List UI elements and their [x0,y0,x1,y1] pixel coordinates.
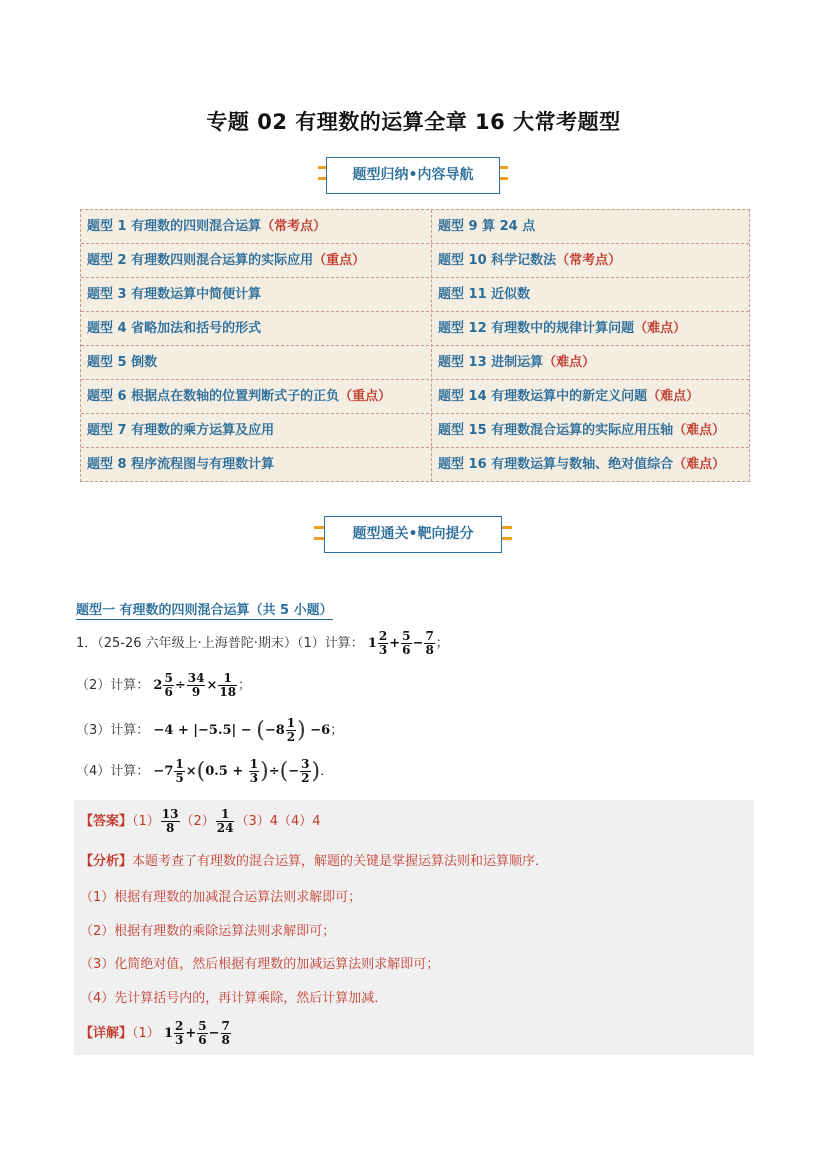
toc-item-label: 题型 4 省略加法和括号的形式 [87,321,262,336]
toc-row [81,210,749,244]
page-title: 专题 02 有理数的运算全章 16 大常考题型 [206,110,621,134]
toc-item-label: 题型 12 有理数中的规律计算问题 [438,321,635,336]
toc-item[interactable] [438,278,746,311]
analysis-line-3: （3）化简绝对值，然后根据有理数的加减运算法则求解即可； [80,957,440,972]
toc-item[interactable] [87,414,427,447]
toc-item-tag: （难点） [673,423,726,438]
toc-item[interactable] [438,210,746,243]
analysis-line-1: （1）根据有理数的加减混合运算法则求解即可； [80,890,362,905]
toc-item-label: 题型 15 有理数混合运算的实际应用压轴 [438,423,674,438]
toc-item-tag: （重点） [313,253,366,268]
toc-item-label: 题型 13 进制运算 [438,355,544,370]
toc-item[interactable] [438,448,746,481]
toc-item[interactable] [87,210,427,243]
analysis-line-2: （2）根据有理数的乘除运算法则求解即可； [80,924,336,939]
toc-item[interactable] [438,312,746,345]
toc-item[interactable] [87,244,427,277]
analysis-line-4: （4）先计算括号内的，再计算乘除，然后计算加减． [80,991,388,1006]
section-heading: 题型一 有理数的四则混合运算（共 5 小题） [76,599,333,620]
answer-line: 【答案】（1） $\frac{13}{8}$ （2） $\frac{1}{24}$ （3）4（4）4 [80,807,321,835]
toc-row [81,346,749,380]
nav-banner-text: 题型归纳•内容导航 [352,167,474,183]
toc-item[interactable] [438,346,746,379]
toc-row [81,312,749,346]
question-line-4: （4）计算： −7 $\frac{1}{5}$ ×(0.5 + $\frac{1}{3}$ )÷(− $\frac{3}{2}$ )． [76,757,334,785]
toc-item[interactable] [87,346,427,379]
toc-item[interactable] [87,278,427,311]
toc-item[interactable] [87,380,427,413]
toc-item-label: 题型 7 有理数的乘方运算及应用 [87,423,275,438]
toc-item-label: 题型 10 科学记数法 [438,253,557,268]
toc-item-label: 题型 11 近似数 [438,287,531,302]
toc-item-tag: （重点） [339,389,392,404]
toc-item-tag: （常考点） [261,219,327,234]
practice-banner-text: 题型通关•靶向提分 [352,526,474,542]
toc-item-label: 题型 9 算 24 点 [438,219,536,234]
toc-item-label: 题型 2 有理数四则混合运算的实际应用 [87,253,314,268]
toc-row [81,414,749,448]
toc-row [81,448,749,481]
question-line-2: （2）计算： 2 $\frac{5}{6}$ ÷ $\frac{34}{9}$ × $\frac{1}{18}$ ； [76,671,252,699]
toc-table [80,209,750,482]
toc-item-tag: （难点） [543,355,596,370]
toc-row [81,244,749,278]
detail-line: 【详解】（1） 1 $\frac{2}{3}$ + $\frac{5}{6}$ − $\frac{7}{8}$ [80,1019,230,1047]
toc-item[interactable] [438,380,746,413]
toc-row [81,380,749,414]
practice-banner [314,516,512,553]
nav-banner [314,157,512,194]
analysis-intro: 【分析】本题考查了有理数的混合运算，解题的关键是掌握运算法则和运算顺序． [80,854,549,869]
toc-item-label: 题型 6 根据点在数轴的位置判断式子的正负 [87,389,340,404]
toc-item[interactable] [438,244,746,277]
toc-item-label: 题型 5 倒数 [87,355,158,370]
toc-item-label: 题型 16 有理数运算与数轴、绝对值综合 [438,457,674,472]
question-line-1: 1．（25-26 六年级上·上海普陀·期末）（1）计算： 1 $\frac{2}{3}$ + $\frac{5}{6}$ − $\frac{7}{8}$ ； [76,629,449,657]
toc-item[interactable] [438,414,746,447]
toc-item-label: 题型 3 有理数运算中简便计算 [87,287,262,302]
question-line-3: （3）计算： −4 + |−5.5| − (−8 $\frac{1}{2}$ ) −6； [76,716,344,744]
toc-item-label: 题型 14 有理数运算中的新定义问题 [438,389,648,404]
toc-item-tag: （难点） [634,321,687,336]
toc-row [81,278,749,312]
toc-item-tag: （难点） [673,457,726,472]
toc-item[interactable] [87,448,427,481]
toc-item-label: 题型 1 有理数的四则混合运算 [87,219,262,234]
toc-item-tag: （常考点） [556,253,622,268]
toc-item[interactable] [87,312,427,345]
toc-item-label: 题型 8 程序流程图与有理数计算 [87,457,275,472]
toc-item-tag: （难点） [647,389,700,404]
